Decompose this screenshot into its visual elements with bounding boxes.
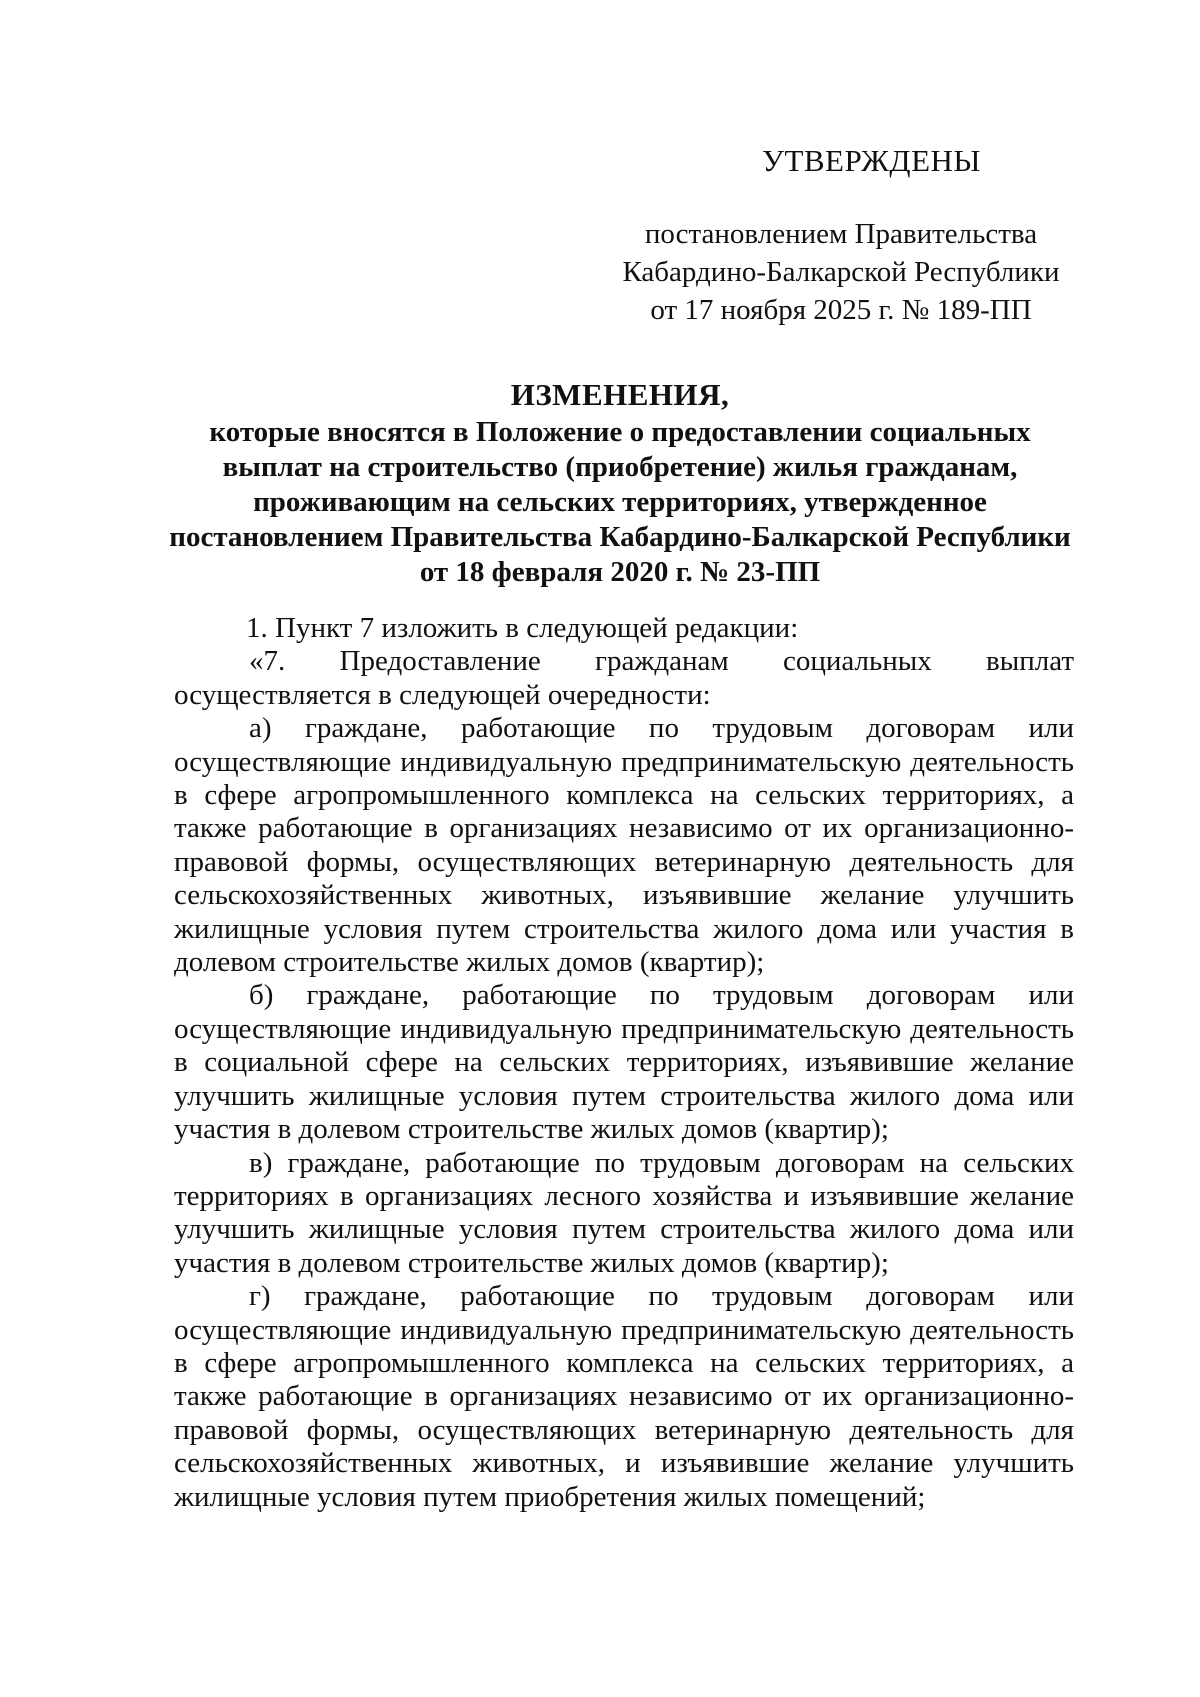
approval-title: УТВЕРЖДЕНЫ bbox=[762, 143, 981, 178]
approval-line-resolution: постановлением Правительства bbox=[644, 218, 1038, 250]
approval-block bbox=[600, 215, 1082, 329]
paragraph-subitem-b: б) граждане, работающие по трудовым договорам или осуществляющие индивидуальную предпринимательскую деятельность в социальной сфере на сельских территориях, изъявившие желание улучшить жилищные условия путем строительства жилого дома или участия в долевом строительстве жилых домов (квартир); bbox=[174, 979, 1074, 1146]
document-title-main: ИЗМЕНЕНИЯ, bbox=[510, 377, 730, 412]
document-title-line: выплат на строительство (приобретение) жилья гражданам, bbox=[222, 451, 1018, 483]
document-title-line: проживающим на сельских территориях, утвержденное bbox=[253, 486, 987, 518]
paragraph-subitem-g: г) граждане, работающие по трудовым договорам или осуществляющие индивидуальную предпринимательскую деятельность в сфере агропромышленного комплекса на сельских территориях, а также работающие в организациях независимо от их организационно-правовой формы, осуществляющих ветеринарную деятельность для сельскохозяйственных животных, и изъявившие желание улучшить жилищные условия путем приобретения жилых помещений; bbox=[174, 1280, 1074, 1513]
paragraph-subitem-a: а) граждане, работающие по трудовым договорам или осуществляющие индивидуальную предпринимательскую деятельность в сфере агропромышленного комплекса на сельских территориях, а также работающие в организациях независимо от их организационно-правовой формы, осуществляющих ветеринарную деятельность для сельскохозяйственных животных, изъявившие желание улучшить жилищные условия путем строительства жилого дома или участия в долевом строительстве жилых домов (квартир); bbox=[174, 712, 1074, 979]
approval-line-date-number: от 17 ноября 2025 г. № 189-ПП bbox=[650, 294, 1032, 326]
paragraph-subitem-v: в) граждане, работающие по трудовым договорам на сельских территориях в организациях лесного хозяйства и изъявившие желание улучшить жилищные условия путем строительства жилого дома или участия в долевом строительстве жилых домов (квартир); bbox=[174, 1146, 1074, 1279]
document-title-line: которые вносятся в Положение о предоставлении социальных bbox=[209, 416, 1031, 448]
document-title-line: постановлением Правительства Кабардино-Балкарской Республики bbox=[169, 521, 1071, 553]
document-title-line: от 18 февраля 2020 г. № 23-ПП bbox=[419, 556, 821, 588]
approval-line-republic: Кабардино-Балкарской Республики bbox=[622, 256, 1060, 288]
paragraph-item-7-intro: «7. Предоставление гражданам социальных выплат осуществляется в следующей очередности: bbox=[174, 645, 1074, 711]
document-body bbox=[174, 612, 1074, 1514]
paragraph-item-1: 1. Пункт 7 изложить в следующей редакции: bbox=[246, 612, 799, 644]
document-title bbox=[160, 375, 1080, 590]
